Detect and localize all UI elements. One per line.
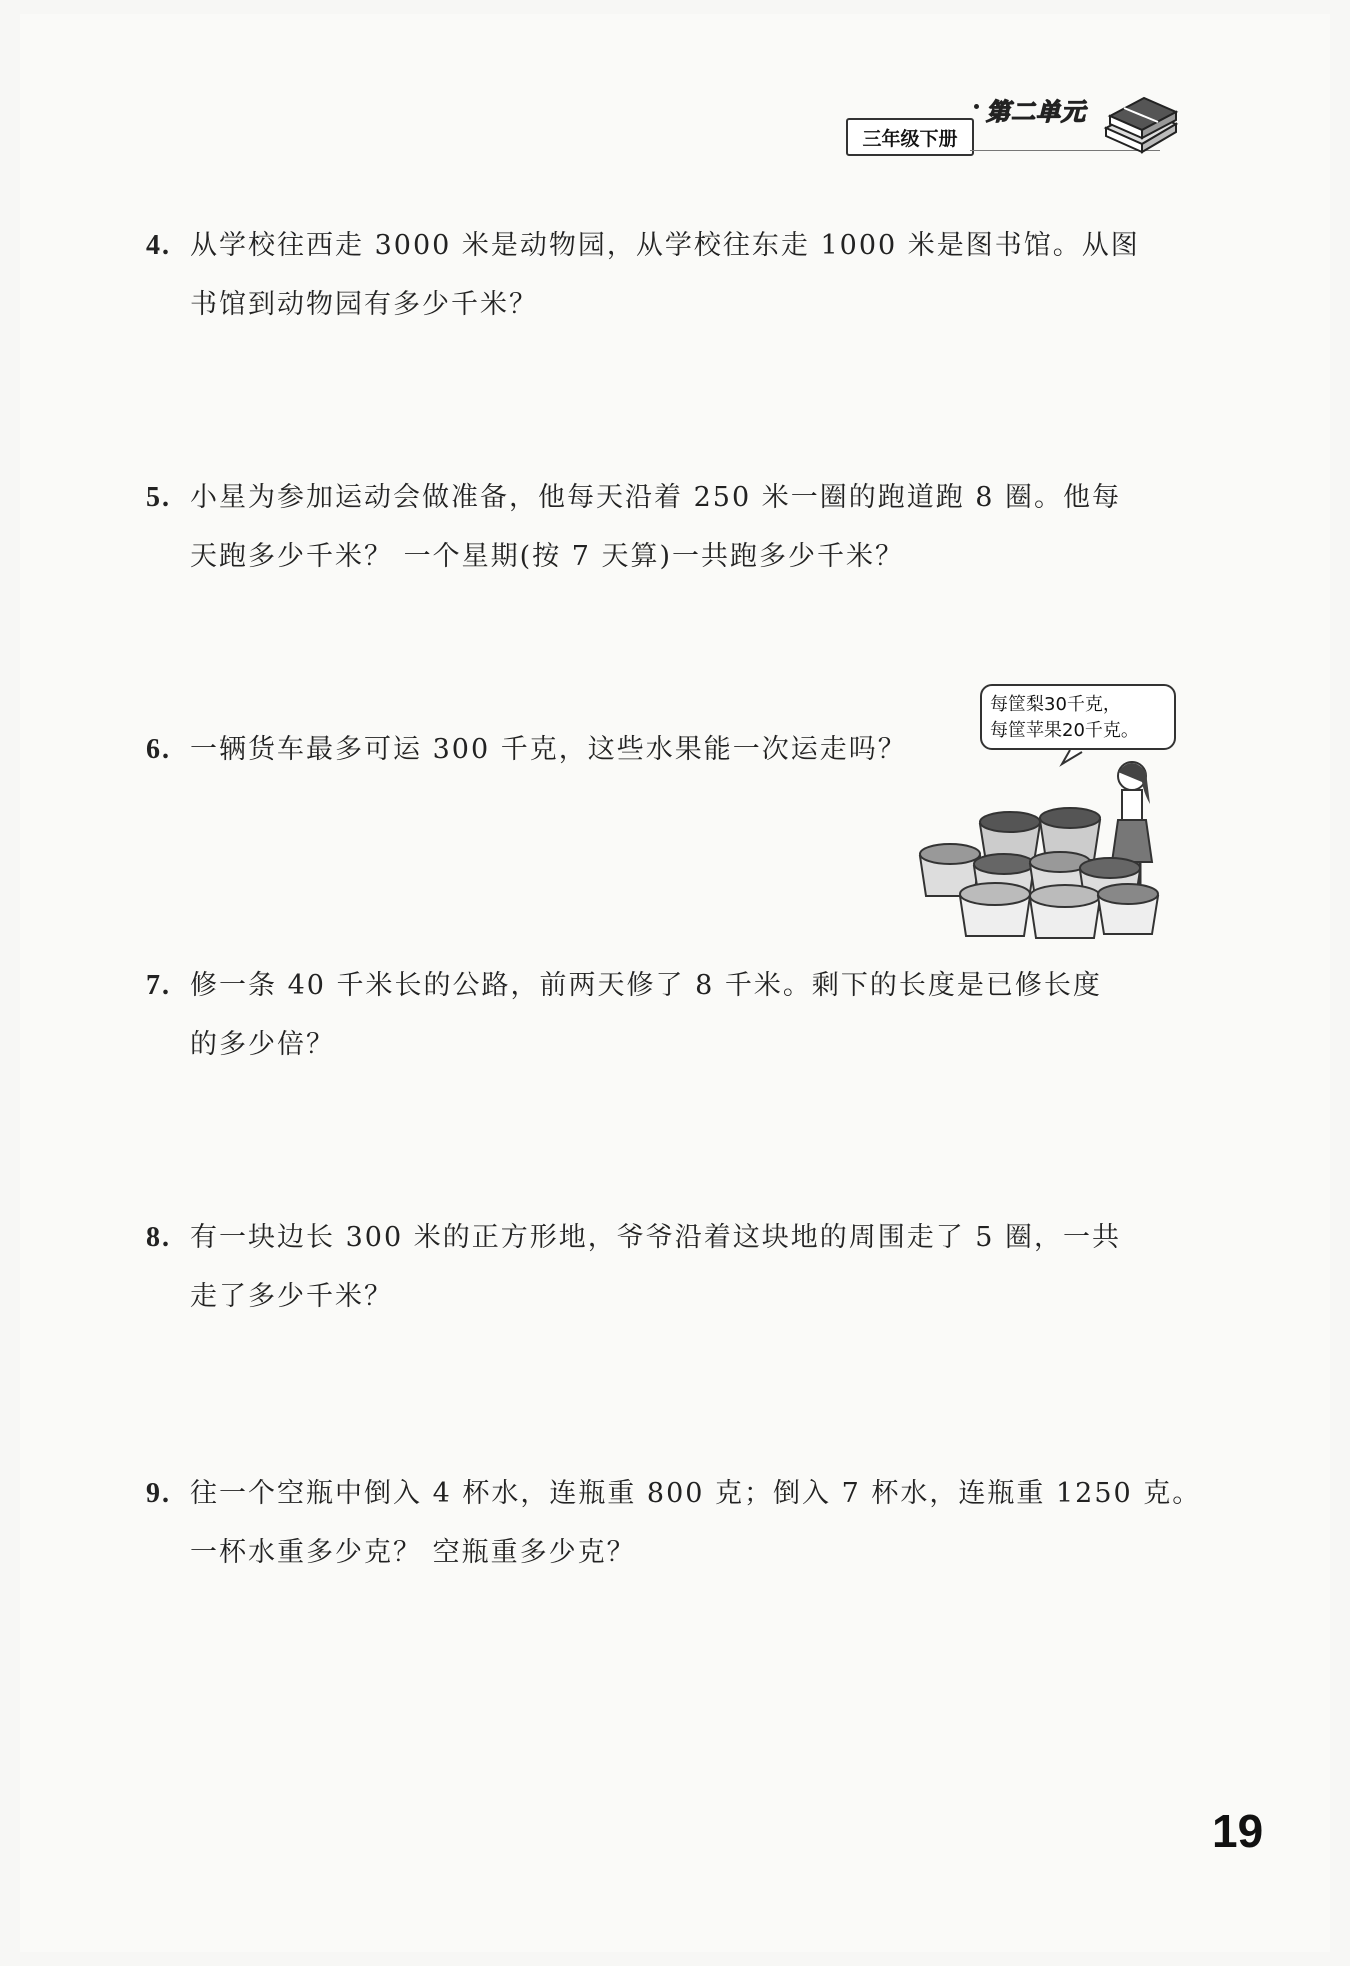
question-line: 小星为参加运动会做准备，他每天沿着 250 米一圈的跑道跑 8 圈。他每 xyxy=(190,482,1122,513)
question-line: 一杯水重多少克？ 空瓶重多少克？ xyxy=(190,1537,636,1568)
unit-title: 第二单元 xyxy=(986,98,1086,126)
question-line: 天跑多少千米？ 一个星期(按 7 天算)一共跑多少千米？ xyxy=(190,541,904,572)
girl-and-baskets-icon xyxy=(890,684,1190,944)
question-7 xyxy=(146,956,1186,1074)
question-text xyxy=(190,468,1186,586)
question-line: 有一块边长 300 米的正方形地，爷爷沿着这块地的周围走了 5 圈，一共 xyxy=(190,1222,1122,1253)
fruit-baskets-illustration xyxy=(890,684,1190,944)
question-number: 4. xyxy=(146,230,171,261)
grade-label: 三年级下册 xyxy=(846,118,974,156)
question-number: 9. xyxy=(146,1478,171,1509)
book-stack-icon xyxy=(1100,88,1180,158)
page-header xyxy=(846,88,1176,164)
question-8 xyxy=(146,1208,1186,1326)
question-text xyxy=(190,1464,1202,1582)
question-number: 8. xyxy=(146,1222,171,1253)
question-line: 书馆到动物园有多少千米？ xyxy=(190,289,538,320)
question-line: 走了多少千米？ xyxy=(190,1281,393,1312)
question-text xyxy=(190,1208,1186,1326)
question-line: 一辆货车最多可运 300 千克，这些水果能一次运走吗？ xyxy=(190,734,907,765)
question-text xyxy=(190,216,1186,334)
page-number: 19 xyxy=(1212,1805,1264,1857)
question-line: 修一条 40 千米长的公路，前两天修了 8 千米。剩下的长度是已修长度 xyxy=(190,970,1102,1001)
question-line: 往一个空瓶中倒入 4 杯水，连瓶重 800 克；倒入 7 杯水，连瓶重 1250 克。 xyxy=(190,1478,1202,1509)
question-9 xyxy=(146,1464,1202,1582)
question-5 xyxy=(146,468,1186,586)
question-number: 5. xyxy=(146,482,171,513)
header-dot xyxy=(974,104,979,109)
question-4 xyxy=(146,216,1186,334)
question-number: 7. xyxy=(146,970,171,1001)
question-number: 6. xyxy=(146,734,171,765)
question-text xyxy=(190,956,1186,1074)
bubble-line: 每筐苹果20千克。 xyxy=(990,720,1139,741)
question-line: 从学校往西走 3000 米是动物园，从学校往东走 1000 米是图书馆。从图 xyxy=(190,230,1140,261)
bubble-line: 每筐梨30千克， xyxy=(990,694,1121,715)
question-line: 的多少倍？ xyxy=(190,1029,335,1060)
